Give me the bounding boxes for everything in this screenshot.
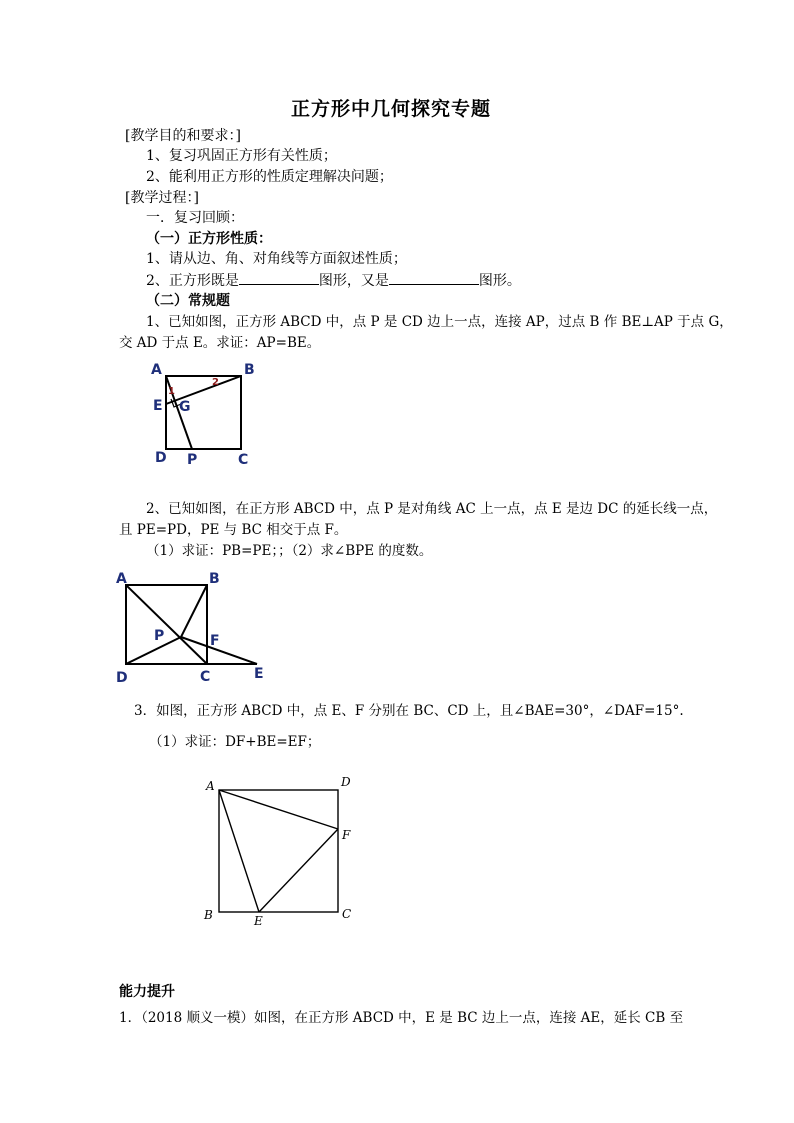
ability-problem-1: 1．（2018 顺义一模）如图，在正方形 ABCD 中，E 是 BC 边上一点，连接 AE，延长 CB 至 bbox=[119, 1010, 684, 1026]
fig3-line-EF bbox=[259, 829, 338, 912]
fig1-label-P: P bbox=[187, 452, 198, 468]
fig1-label-G: G bbox=[179, 399, 191, 415]
fig1-label-D: D bbox=[155, 450, 167, 466]
fig3-line-AE bbox=[219, 790, 259, 912]
goal-1: 1、复习巩固正方形有关性质； bbox=[146, 148, 337, 164]
fig3-label-D: D bbox=[341, 775, 351, 789]
fig3-label-B: B bbox=[204, 908, 213, 922]
fig3-label-A: A bbox=[206, 779, 215, 793]
fig2-label-B: B bbox=[209, 571, 220, 587]
fig1-label-C: C bbox=[238, 452, 249, 468]
fig1-line-AP bbox=[166, 376, 192, 449]
goals-header: [教学目的和要求：] bbox=[125, 128, 241, 144]
fig2-diagonal-AC bbox=[126, 585, 207, 664]
problem-1-line-1: 1、已知如图，正方形 ABCD 中，点 P 是 CD 边上一点，连接 AP，过点 B 作 BE⊥AP 于点 G， bbox=[146, 314, 733, 330]
problem-2-line-2: 且 PE=PD，PE 与 BC 相交于点 F。 bbox=[119, 522, 348, 538]
process-header: [教学过程：] bbox=[125, 190, 199, 206]
fig3-line-AF bbox=[219, 790, 338, 829]
fig2-label-E: E bbox=[254, 666, 264, 682]
fig1-label-A: A bbox=[151, 362, 162, 378]
fig3-label-C: C bbox=[342, 907, 352, 921]
fig1-angle-2: 2 bbox=[212, 377, 219, 388]
fig2-square bbox=[126, 585, 207, 664]
fig2-label-P: P bbox=[154, 628, 165, 644]
page-title: 正方形中几何探究专题 bbox=[291, 98, 492, 120]
problem-3-line-1: 3．如图，正方形 ABCD 中，点 E、F 分别在 BC、CD 上，且∠BAE=30°，∠DAF=15°. bbox=[134, 703, 684, 719]
question-2-part-b: 图形，又是 bbox=[318, 273, 389, 289]
fig3-label-F: F bbox=[342, 828, 351, 842]
ability-section-title: 能力提升 bbox=[119, 984, 175, 1000]
goal-2: 2、能利用正方形的性质定理解决问题； bbox=[146, 169, 393, 185]
fig2-label-A: A bbox=[116, 571, 127, 587]
fig1-label-B: B bbox=[244, 362, 255, 378]
fig1-square bbox=[166, 376, 241, 449]
fig2-line-PE bbox=[181, 637, 257, 664]
answer-blank-1[interactable] bbox=[239, 270, 319, 285]
question-1: 1、请从边、角、对角线等方面叙述性质； bbox=[146, 251, 407, 267]
section-2-title: （二）常规题 bbox=[146, 293, 230, 309]
fig2-label-C: C bbox=[200, 669, 211, 685]
problem-3-line-2: （1）求证：DF+BE=EF； bbox=[149, 734, 321, 750]
question-2-part-a: 2、正方形既是 bbox=[146, 273, 239, 289]
section-1-title: （一）正方形性质： bbox=[146, 231, 272, 247]
question-2 bbox=[146, 270, 521, 291]
problem-2-line-3: （1）求证：PB=PE；；（2）求∠BPE 的度数。 bbox=[146, 543, 433, 559]
problem-2-line-1: 2、已知如图，在正方形 ABCD 中，点 P 是对角线 AC 上一点，点 E 是边 DC 的延长线一点， bbox=[146, 501, 718, 517]
question-2-part-c: 图形。 bbox=[478, 273, 521, 289]
problem-1-line-2: 交 AD 于点 E。求证：AP=BE。 bbox=[119, 335, 321, 351]
fig2-line-DP bbox=[126, 637, 181, 664]
fig2-line-BP bbox=[181, 585, 207, 637]
fig2-label-F: F bbox=[210, 633, 220, 649]
fig1-line-BE bbox=[166, 376, 241, 404]
fig1-angle-1: 1 bbox=[168, 386, 175, 397]
fig1-right-angle-mark bbox=[171, 399, 181, 407]
answer-blank-2[interactable] bbox=[389, 270, 479, 285]
fig3-label-E: E bbox=[254, 914, 263, 928]
review-heading: 一．复习回顾： bbox=[146, 210, 244, 226]
fig2-label-D: D bbox=[116, 670, 128, 686]
fig1-label-E: E bbox=[153, 398, 163, 414]
fig3-square bbox=[219, 790, 338, 912]
